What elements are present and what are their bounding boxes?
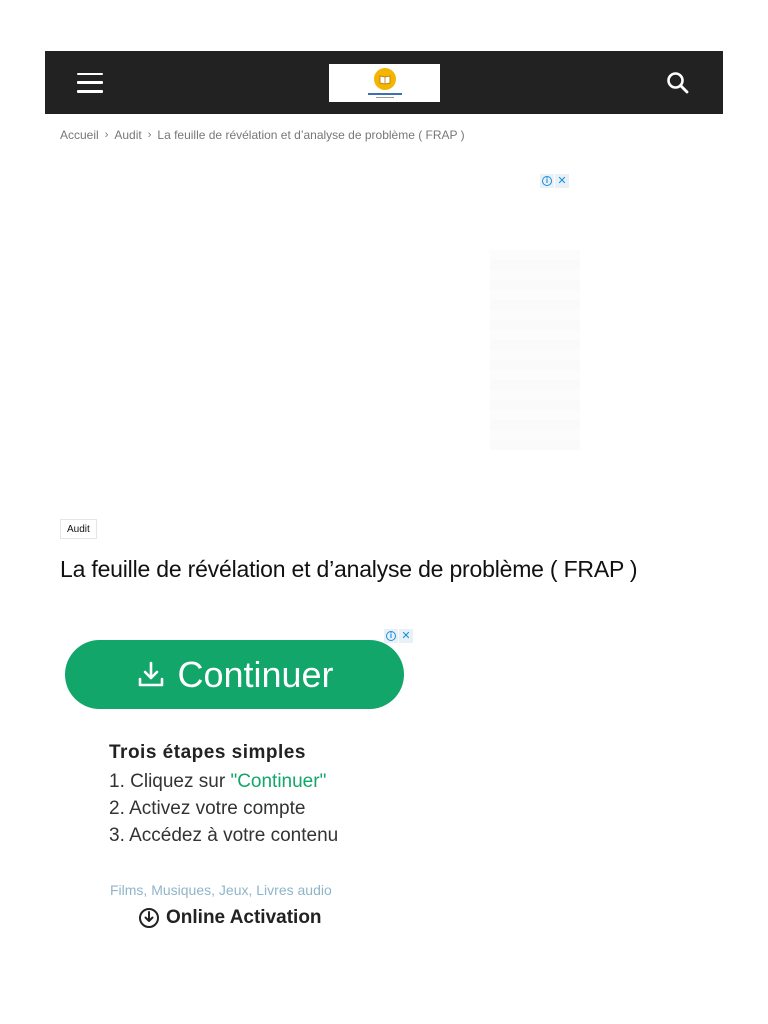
page-title: La feuille de révélation et d’analyse de problème ( FRAP ) xyxy=(60,556,638,582)
ad-banner-bottom[interactable] xyxy=(60,628,416,938)
breadcrumb xyxy=(60,128,465,142)
ad-step-2: 2. Activez votre compte xyxy=(109,798,306,819)
ad-step-3: 3. Accédez à votre contenu xyxy=(109,825,339,846)
ad-step-1 xyxy=(109,768,338,795)
category-tag[interactable]: Audit xyxy=(60,519,97,539)
ad-choices xyxy=(540,174,569,188)
download-icon xyxy=(135,659,167,691)
ad-close-icon[interactable]: ✕ xyxy=(399,629,413,643)
site-header xyxy=(45,51,723,114)
breadcrumb-category-link[interactable]: Audit xyxy=(114,128,142,142)
menu-icon[interactable] xyxy=(77,73,103,93)
breadcrumb-home-link[interactable]: Accueil xyxy=(60,128,99,142)
ad-banner-top[interactable] xyxy=(60,170,580,490)
ad-steps xyxy=(109,742,338,849)
search-icon[interactable] xyxy=(665,70,691,96)
ad-info-icon[interactable]: i xyxy=(384,629,398,643)
ad-brand-label: Online Activation xyxy=(166,907,322,928)
site-logo[interactable] xyxy=(329,64,440,102)
chevron-right-icon: › xyxy=(147,129,152,141)
book-icon xyxy=(374,68,396,90)
ad-step-1-text: 1. Cliquez sur xyxy=(109,771,231,792)
ad-steps-title: Trois étapes simples xyxy=(109,742,306,763)
ad-footnote: Films, Musiques, Jeux, Livres audio xyxy=(110,882,332,898)
ad-continue-button[interactable] xyxy=(65,640,404,709)
ad-placeholder xyxy=(490,250,580,450)
logo-tagline xyxy=(376,97,394,98)
ad-close-icon[interactable]: ✕ xyxy=(555,174,569,188)
download-circle-icon xyxy=(138,907,160,929)
ad-continue-label: Continuer xyxy=(177,653,334,695)
ad-step-1-highlight: "Continuer" xyxy=(230,771,327,792)
logo-wordmark xyxy=(368,93,402,95)
chevron-right-icon: › xyxy=(104,129,109,141)
breadcrumb-current: La feuille de révélation et d’analyse de problème ( FRAP ) xyxy=(157,128,465,142)
ad-info-icon[interactable]: i xyxy=(540,174,554,188)
ad-brand xyxy=(138,907,322,929)
